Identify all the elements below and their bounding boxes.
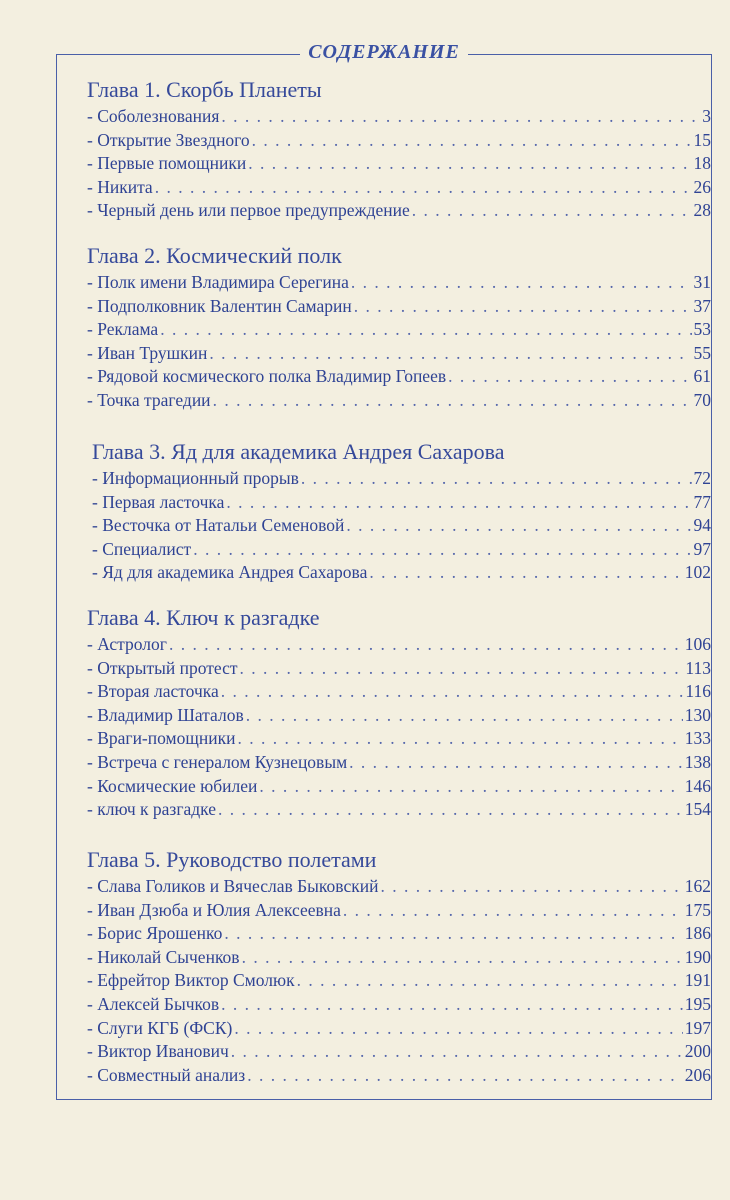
toc-entry [87,946,711,970]
toc-entry [87,680,711,704]
toc-entry-title: - Яд для академика Андрея Сахарова [92,562,368,583]
toc-entry [87,129,711,153]
dot-leader [380,875,682,899]
toc-entry-page: 97 [693,538,711,559]
toc-entry [87,199,711,223]
toc-entry [87,727,711,751]
toc-entry-title: - Полк имени Владимира Серегина [87,272,349,292]
toc-entry [87,657,711,681]
toc-entry-page: 28 [693,200,711,221]
toc-entry-page: 130 [684,704,711,725]
toc-entry [87,751,711,775]
toc-entry-title: - Первые помощники [87,153,247,174]
toc-entry-page: 61 [693,366,711,387]
chapter-title: Глава 3. Яд для академика Андрея Сахарова [92,439,505,464]
toc-entry-title: - Иван Трушкин [87,342,208,363]
toc-entry-title: - Специалист [92,538,192,559]
toc-entry [92,538,711,562]
toc-entry-title: - Черный день или первое предупреждение [87,200,410,221]
dot-leader [242,946,683,970]
toc-entry [87,105,711,129]
toc-entry-title: - Встреча с генералом Кузнецовым [87,751,348,772]
toc-entry-page: 197 [684,1017,711,1038]
toc-entry-title: - Точка трагедии [87,389,211,410]
toc-entry [87,318,711,342]
dot-leader [354,295,692,319]
toc-entry [87,365,711,389]
toc-entry-title: - Ефрейтор Виктор Смолюк [87,970,295,991]
dot-leader [155,176,692,200]
dot-leader [193,538,691,562]
dot-leader [221,680,684,704]
contents-heading-wrap [57,41,711,64]
toc-entry-title: - Владимир Шаталов [87,704,244,725]
dot-leader [346,514,691,538]
toc-entry-page: 18 [693,153,711,174]
toc-entry [87,922,711,946]
dot-leader [209,342,691,366]
toc-entry-page: 94 [693,515,711,536]
toc-entry-title: - Открытый протест [87,657,238,678]
chapter-title: Глава 4. Ключ к разгадке [87,605,320,630]
toc-entry-title: - Реклама [87,319,159,340]
toc-entry-page: 116 [685,681,711,702]
toc-entry-title: - Николай Сыченков [87,946,240,967]
toc-entry-page: 146 [684,775,711,796]
toc-entry-title: - Информационный прорыв [92,468,299,488]
toc-entry-title: - Космические юбилеи [87,775,258,796]
toc-entry [87,176,711,200]
chapter-title: Глава 5. Руководство полетами [87,847,377,872]
toc-entry [87,969,711,993]
toc-entry-title: - Слуги КГБ (ФСК) [87,1017,233,1038]
toc-entry-page: 77 [693,491,711,512]
toc-entry [92,467,711,491]
dot-leader [301,467,692,491]
toc-entry-title: - Рядовой космического полка Владимир Гопеев [87,366,447,387]
toc-entry [92,561,711,585]
dot-leader [218,798,683,822]
toc-entry [87,1017,711,1041]
toc-entry-title: - Алексей Бычков [87,993,220,1014]
dot-leader [448,365,691,389]
dot-leader [343,899,683,923]
toc-entry-page: 190 [684,946,711,967]
toc-entry-title: - Астролог [87,634,167,654]
dot-leader [297,969,683,993]
contents-frame [56,41,712,1100]
toc-entry-page: 53 [693,319,711,340]
toc-entry [87,1040,711,1064]
chapter-block [92,439,711,585]
toc-entry-page: 206 [684,1064,711,1085]
dot-leader [169,633,683,657]
toc-entry [87,993,711,1017]
toc-entry-title: - Совместный анализ [87,1064,246,1085]
dot-leader [237,727,682,751]
toc-entry-title: - ключ к разгадке [87,799,217,820]
toc-entry [87,775,711,799]
toc-entry-title: - Слава Голиков и Вячеслав Быковский [87,876,379,896]
toc-entry-page: 15 [693,129,711,150]
contents-heading: СОДЕРЖАНИЕ [300,41,468,63]
toc-entry-title: - Первая ласточка [92,491,225,512]
toc-entry-title: - Подполковник Валентин Самарин [87,295,352,316]
toc-entry-page: 154 [684,799,711,820]
chapter-title: Глава 2. Космический полк [87,243,342,268]
toc-entry-page: 102 [684,562,711,583]
toc-entry-title: - Борис Ярошенко [87,923,223,944]
toc-entry-page: 113 [685,657,711,678]
dot-leader [369,561,682,585]
toc-entry [92,491,711,515]
toc-entry-page: 138 [684,751,711,772]
dot-leader [412,199,692,223]
toc-entry-page: 70 [693,389,711,410]
toc-entry-title: - Иван Дзюба и Юлия Алексеевна [87,899,341,920]
chapter-block [87,847,711,1087]
toc-entry [87,633,711,657]
dot-leader [246,704,683,728]
chapter-block [87,243,711,413]
toc-entry-page: 195 [684,993,711,1014]
dot-leader [213,389,692,413]
toc-entry [87,295,711,319]
dot-leader [247,1064,683,1088]
toc-entry [87,875,711,899]
toc-entry-page: 191 [684,970,711,991]
dot-leader [248,152,691,176]
dot-leader [240,657,684,681]
chapter-block [87,77,711,223]
toc-entry [87,1064,711,1088]
toc-entry-page: 72 [693,468,711,488]
dot-leader [349,751,683,775]
toc-entry [87,271,711,295]
dot-leader [252,129,692,153]
toc-entry-page: 26 [693,176,711,197]
dot-leader [160,318,691,342]
dot-leader [234,1017,682,1041]
toc-entry-page: 3 [702,106,711,126]
dot-leader [231,1040,683,1064]
toc-entry-title: - Соболезнования [87,106,220,126]
toc-entry-page: 162 [684,876,711,896]
toc-entry [87,798,711,822]
toc-entry [87,152,711,176]
chapter-block [87,605,711,822]
toc-entry [87,389,711,413]
dot-leader [224,922,682,946]
dot-leader [259,775,682,799]
toc-entry-page: 106 [684,634,711,654]
dot-leader [221,105,700,129]
toc-entry-title: - Открытие Звездного [87,129,250,150]
dot-leader [221,993,683,1017]
toc-entry [87,342,711,366]
toc-entry [87,899,711,923]
dot-leader [226,491,691,515]
toc-entry-page: 55 [693,342,711,363]
toc-entry [92,514,711,538]
toc-entry [87,704,711,728]
toc-entry-page: 200 [684,1041,711,1062]
toc-entry-title: - Никита [87,176,153,197]
toc-entry-page: 133 [684,728,711,749]
toc-entry-page: 37 [693,295,711,316]
toc-entry-title: - Враги-помощники [87,728,236,749]
toc-entry-page: 31 [693,272,711,292]
toc-entry-page: 175 [684,899,711,920]
toc-entry-page: 186 [684,923,711,944]
toc-entry-title: - Вторая ласточка [87,681,219,702]
dot-leader [351,271,692,295]
toc-entry-title: - Весточка от Натальи Семеновой [92,515,345,536]
toc-entry-title: - Виктор Иванович [87,1041,229,1062]
chapter-title: Глава 1. Скорбь Планеты [87,77,322,102]
